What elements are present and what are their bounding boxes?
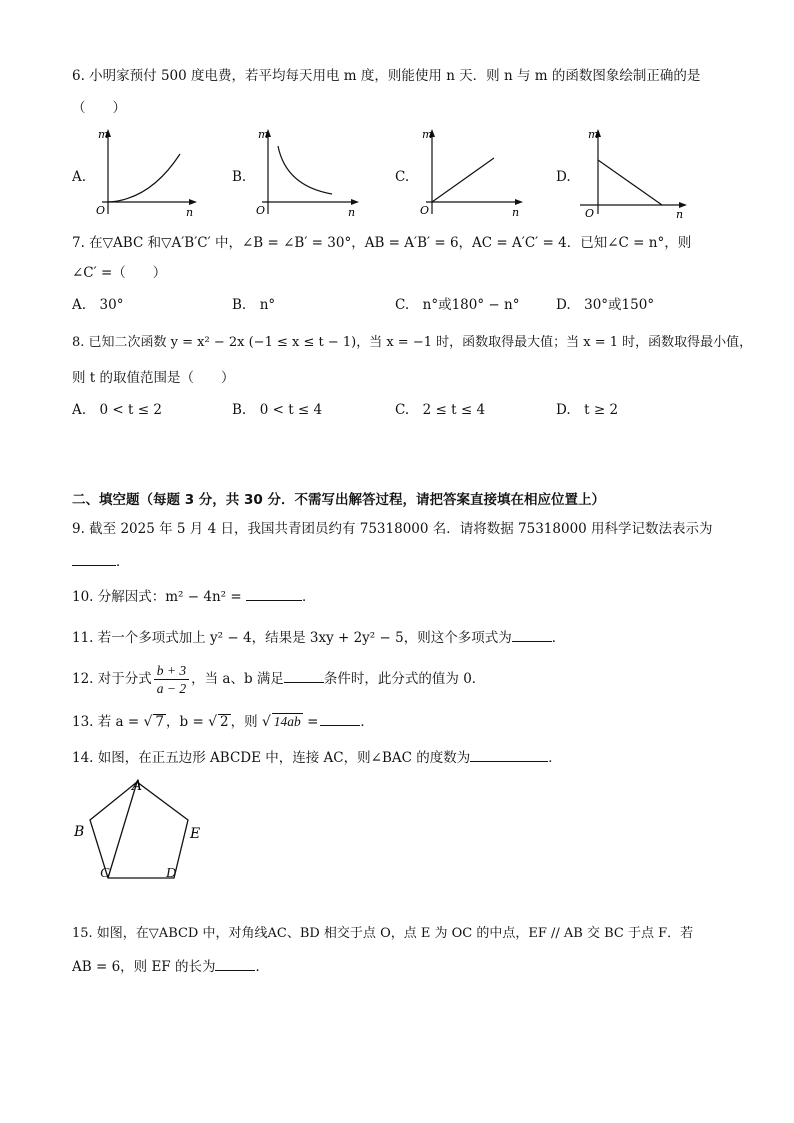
graph-a-origin: O	[96, 204, 106, 217]
q13-eq: =	[302, 714, 319, 730]
q13-root-expr: 14ab	[273, 714, 301, 729]
q8-option-a[interactable]: A. 0 < t ≤ 2	[72, 402, 162, 418]
graph-c-x-label: n	[512, 206, 520, 219]
q13-period: ．	[360, 714, 374, 730]
q6-option-b-label[interactable]: B.	[232, 169, 247, 185]
pentagon-label-d: D	[166, 866, 177, 881]
q13-root-b: 2	[219, 714, 229, 730]
q13-answer-blank[interactable]	[320, 711, 360, 726]
graph-c-origin: O	[420, 204, 430, 217]
q15-stem-line2	[72, 956, 269, 977]
q13-stem: 13. 若 a = √ 7 ，b = √ 2 ，则 √ 14ab = ．	[72, 711, 374, 732]
pentagon-label-e: E	[190, 826, 201, 842]
pentagon-label-b: B	[74, 824, 85, 840]
q9-stem-line2	[72, 551, 130, 572]
q11-answer-blank[interactable]	[512, 627, 552, 642]
q12-denominator: a − 2	[156, 681, 187, 696]
q14-stem	[72, 747, 562, 768]
q15-answer-blank[interactable]	[215, 956, 255, 971]
q6-option-a-label[interactable]: A.	[72, 169, 87, 185]
q9-answer-blank[interactable]	[72, 551, 116, 566]
graph-b-x-label: n	[348, 206, 356, 219]
q12-text-mid: ，当 a、b 满足	[191, 671, 284, 687]
q11-text: 11. 若一个多项式加上 y² − 4，结果是 3xy + 2y² − 5，则这个多项式为	[72, 630, 512, 646]
graph-a-x-label: n	[186, 206, 194, 219]
q13-text-mid1: ，b =	[166, 714, 209, 730]
graph-a-y-label: m	[98, 128, 109, 141]
q6-stem: 6. 小明家预付 500 度电费，若平均每天用电 m 度，则能使用 n 天．则 n 与 m 的函数图象绘制正确的是	[72, 68, 701, 84]
graph-c-y-label: m	[422, 128, 433, 141]
q12-stem	[72, 660, 485, 698]
graph-d-origin: O	[585, 207, 595, 220]
q6-graph-b	[250, 126, 362, 220]
pentagon-label-c: C	[100, 866, 110, 881]
q13-root-a: 7	[155, 714, 165, 730]
q8-stem-line2: 则 t 的取值范围是（ ）	[72, 370, 235, 386]
q9-period: ．	[116, 554, 130, 570]
q10-text: 10. 分解因式：m² − 4n² =	[72, 589, 246, 605]
q8-option-d[interactable]: D. t ≥ 2	[556, 402, 619, 418]
q14-text: 14. 如图，在正五边形 ABCDE 中，连接 AC，则∠BAC 的度数为	[72, 750, 471, 766]
q6-graph-d	[578, 126, 690, 220]
q6-graph-a	[90, 126, 200, 220]
q10-answer-blank[interactable]	[246, 586, 302, 601]
graph-b-y-label: m	[258, 128, 269, 141]
q14-answer-blank[interactable]	[470, 747, 548, 762]
pentagon-label-a: A	[132, 778, 143, 794]
q6-answer-paren: （ ）	[72, 100, 126, 116]
q8-option-b[interactable]: B. 0 < t ≤ 4	[232, 402, 323, 418]
section-2-heading: 二、填空题（每题 3 分，共 30 分．不需写出解答过程，请把答案直接填在相应位置上）	[72, 492, 605, 508]
pentagon-figure	[68, 778, 208, 882]
q7-option-d[interactable]: D. 30°或150°	[556, 297, 655, 313]
q10-period: ．	[301, 589, 316, 605]
graph-b-origin: O	[256, 204, 266, 217]
q7-stem-line1: 7. 在▽ABC 和▽A′B′C′ 中，∠B = ∠B′ = 30°，AB = A′B′ = 6，AC = A′C′ = 4．已知∠C = n°，则	[72, 235, 692, 251]
q12-fraction	[154, 662, 189, 697]
q11-stem	[72, 627, 565, 648]
q6-graph-c	[414, 126, 526, 220]
q13-text-pre: 13. 若 a =	[72, 714, 144, 730]
q10-stem	[72, 586, 315, 607]
q12-text-pre: 12. 对于分式	[72, 671, 152, 687]
q12-answer-blank[interactable]	[284, 668, 324, 683]
q7-option-b[interactable]: B. n°	[232, 297, 276, 313]
q7-option-c[interactable]: C. n°或180° − n°	[395, 297, 520, 313]
q12-numerator: b + 3	[154, 662, 189, 680]
q15-text: AB = 6，则 EF 的长为	[72, 959, 216, 975]
q11-period: ．	[551, 630, 566, 646]
graph-d-y-label: m	[588, 128, 599, 141]
q9-stem-line1: 9. 截至 2025 年 5 月 4 日，我国共青团员约有 75318000 名．请将数据 75318000 用科学记数法表示为	[72, 521, 713, 537]
graph-d-x-label: n	[676, 208, 684, 220]
q8-option-c[interactable]: C. 2 ≤ t ≤ 4	[395, 402, 486, 418]
q6-option-d-label[interactable]: D.	[556, 169, 571, 185]
q7-option-a[interactable]: A. 30°	[72, 297, 124, 313]
q13-text-mid2: ，则	[230, 714, 262, 730]
q6-option-c-label[interactable]: C.	[395, 169, 410, 185]
q15-stem-line1: 15. 如图，在▽ABCD 中，对角线AC、BD 相交于点 O，点 E 为 OC 的中点，EF // AB 交 BC 于点 F．若	[72, 926, 694, 941]
q8-stem-line1: 8. 已知二次函数 y = x² − 2x (−1 ≤ x ≤ t − 1)，当 x = −1 时，函数取得最大值；当 x = 1 时，函数取得最小值，	[72, 335, 753, 350]
q14-period: ．	[548, 750, 562, 766]
q12-text-post: 条件时，此分式的值为 0．	[323, 671, 486, 687]
q7-stem-line2: ∠C′ =（ ）	[72, 265, 167, 281]
q15-period: ．	[255, 959, 269, 975]
